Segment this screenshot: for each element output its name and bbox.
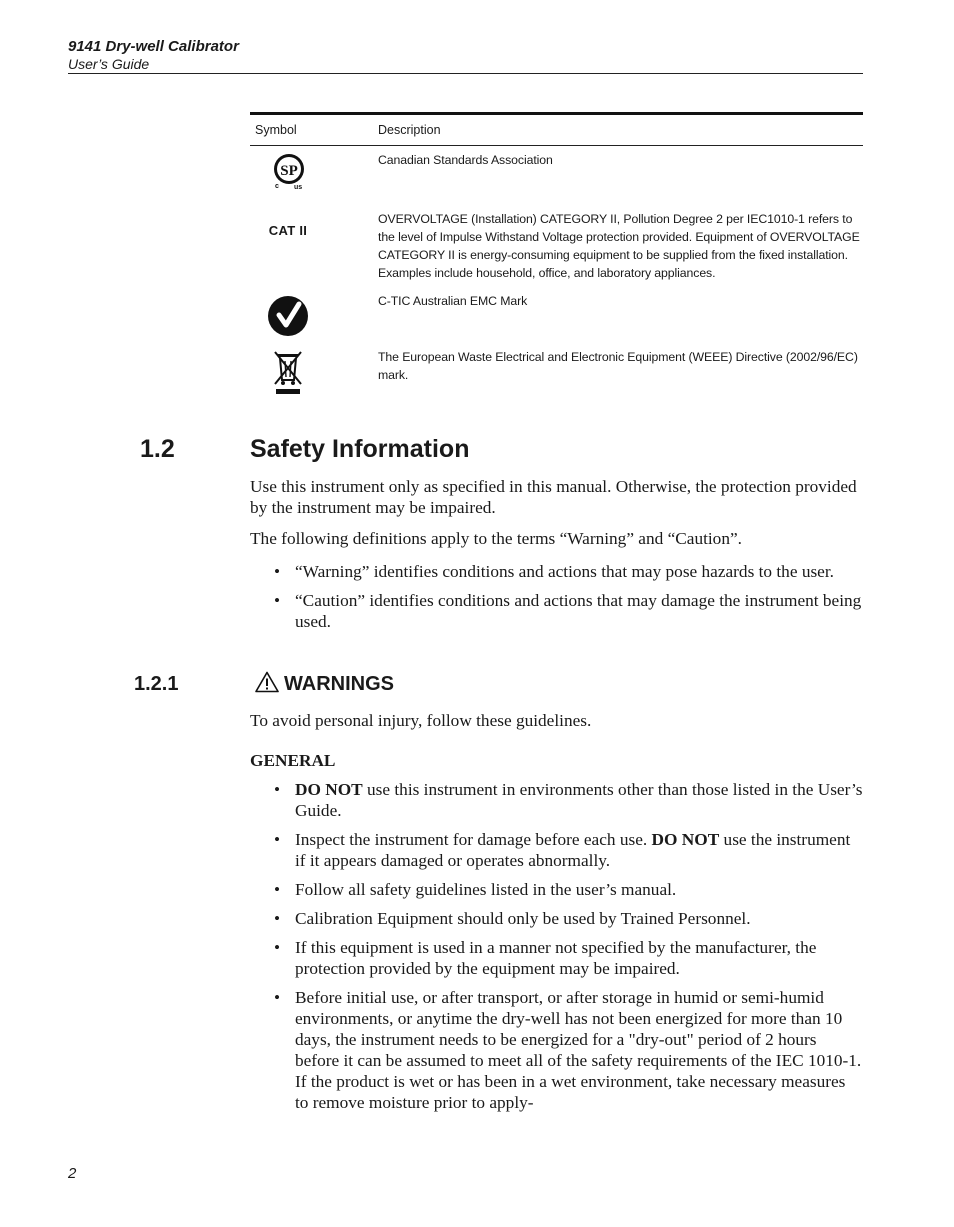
cat-ii-mark xyxy=(250,222,326,240)
document-subtitle: User’s Guide xyxy=(68,56,150,72)
subsection-number: 1.2.1 xyxy=(134,673,179,695)
table-row xyxy=(250,292,863,342)
definition-warning: “Warning” identifies conditions and actions that may pose hazards to the user. xyxy=(295,562,834,581)
header-rule xyxy=(68,73,863,74)
symbol-description: The European Waste Electrical and Electronic Equipment (WEEE) Directive (2002/96/EC) mark. xyxy=(378,350,858,382)
item-text: Before initial use, or after transport, or after storage in humid or semi-humid environments, or anytime the dry-well has not been energized for more than 10 days, the instrument needs to be energized for a "dry-out" period of 2 hours before it can be assumed to meet all of the safety requirements of the IEC 1010-1. If the product is wet or has been in a wet environment, take necessary measures to remove moisture prior to apply- xyxy=(295,988,862,1112)
list-item xyxy=(250,937,863,979)
section-number: 1.2 xyxy=(140,435,175,463)
list-item xyxy=(250,561,863,582)
list-item xyxy=(250,908,863,929)
item-text: Calibration Equipment should only be used by Trained Personnel. xyxy=(295,909,751,928)
table-row xyxy=(250,348,863,408)
item-text: use the instrument if it appears damaged or operates abnormally. xyxy=(295,830,851,870)
general-warnings-list xyxy=(250,779,863,1121)
csa-us-label: us xyxy=(294,184,303,191)
csa-c-label: c xyxy=(275,183,279,190)
column-header-symbol: Symbol xyxy=(255,123,297,137)
section-title: Safety Information xyxy=(250,435,470,463)
bullet: • xyxy=(274,909,281,928)
table-row xyxy=(250,148,863,198)
definitions-list xyxy=(250,561,863,640)
table-row xyxy=(250,210,863,285)
symbol-description: Canadian Standards Association xyxy=(378,153,553,167)
c-tick-mark-icon xyxy=(250,294,326,343)
emphasis-do-not: DO NOT xyxy=(651,830,720,849)
item-text: If this equipment is used in a manner not specified by the manufacturer, the protection provided by the equipment may be impaired. xyxy=(295,938,817,978)
paragraph-warnings-intro: To avoid personal injury, follow these guidelines. xyxy=(250,711,592,730)
csa-mark-icon xyxy=(250,148,326,199)
paragraph-usage: Use this instrument only as specified in this manual. Otherwise, the protection provided by the instrument may be impaired. xyxy=(250,477,857,517)
warning-triangle-icon xyxy=(255,671,279,701)
page-number: 2 xyxy=(68,1165,77,1182)
list-item xyxy=(250,829,863,871)
subsection-title: WARNINGS xyxy=(284,673,394,695)
list-item xyxy=(250,987,863,1113)
list-item xyxy=(250,879,863,900)
bullet: • xyxy=(274,938,281,957)
cat-ii-label: CAT II xyxy=(268,223,308,238)
bullet: • xyxy=(274,562,281,581)
emphasis-do-not: DO NOT xyxy=(295,780,363,799)
table-header-row xyxy=(250,115,863,146)
bullet: • xyxy=(274,988,281,1007)
item-text: Follow all safety guidelines listed in the user’s manual. xyxy=(295,880,677,899)
symbols-table xyxy=(250,112,863,382)
symbol-description: OVERVOLTAGE (Installation) CATEGORY II, Pollution Degree 2 per IEC1010-1 refers to the level of Impulse Withstand Voltage protection provided. Equipment of OVERVOLTAGE CATEGORY II is energy-consuming equipment to be supplied from the fixed installation. Examples include household, office, and laboratory appliances. xyxy=(378,212,860,280)
weee-bin-icon xyxy=(250,348,326,399)
svg-text:SP: SP xyxy=(280,163,298,179)
general-heading: GENERAL xyxy=(250,751,336,770)
symbol-description: C-TIC Australian EMC Mark xyxy=(378,294,528,308)
running-header xyxy=(68,38,863,72)
definition-caution: “Caution” identifies conditions and actions that may damage the instrument being used. xyxy=(295,591,862,631)
bullet: • xyxy=(274,780,281,799)
item-text: Inspect the instrument for damage before each use. xyxy=(295,830,652,849)
list-item xyxy=(250,779,863,821)
list-item xyxy=(250,590,863,632)
bullet: • xyxy=(274,830,281,849)
document-title: 9141 Dry-well Calibrator xyxy=(68,38,239,55)
column-header-description: Description xyxy=(378,123,441,137)
paragraph-definitions-intro: The following definitions apply to the terms “Warning” and “Caution”. xyxy=(250,529,742,548)
bullet: • xyxy=(274,591,281,610)
bullet: • xyxy=(274,880,281,899)
item-text: use this instrument in environments other than those listed in the User’s Guide. xyxy=(295,780,863,820)
